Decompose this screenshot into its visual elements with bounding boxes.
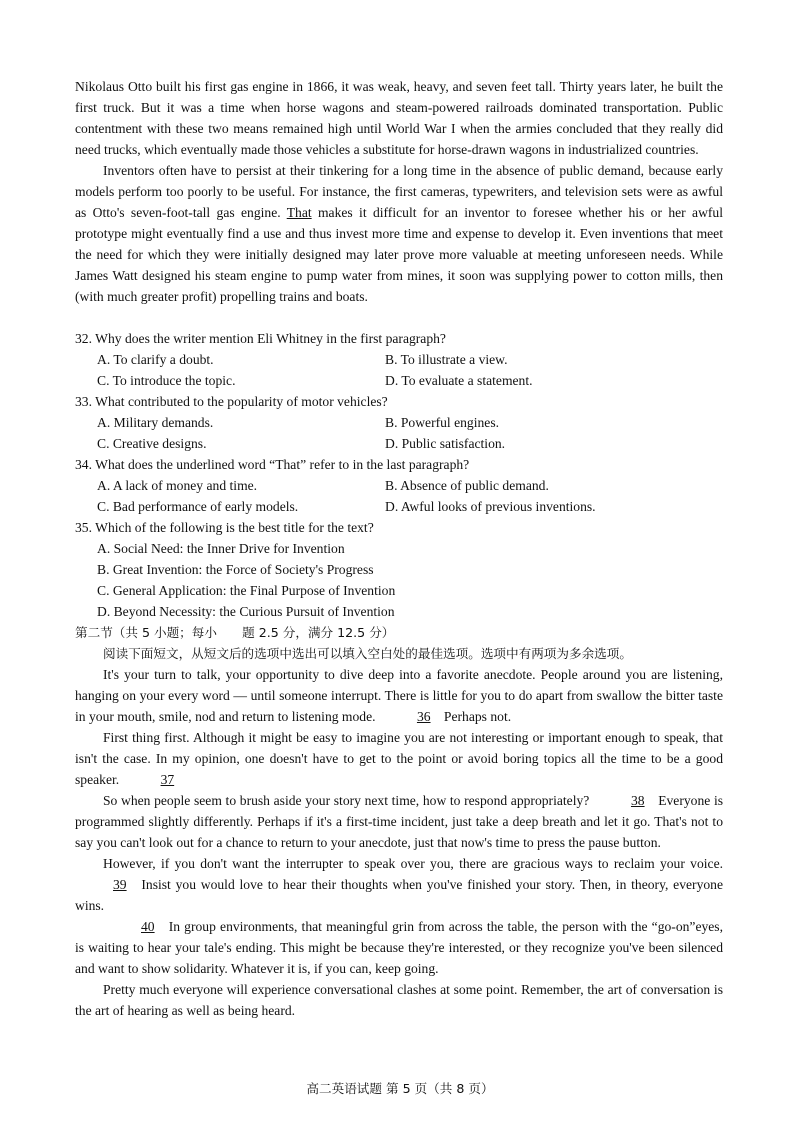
passage-d-paragraph-3: So when people seem to brush aside your story next time, how to respond appropriately? 38 Everyone is programmed slightly differently. Perhaps if it's a first-time incident, just take a deep breath and let it go. That's not to say you can't look out for a chance to return to your anecdote, just that now's time to press the pause button. [75, 790, 723, 853]
question-33-options-row-2 [75, 433, 735, 454]
question-33-option-c: C. Creative designs. [97, 436, 207, 451]
section-2-heading: 第二节（共 5 小题；每小 题 2.5 分，满分 12.5 分） [75, 625, 395, 640]
passage-d-paragraph-5: 40 In group environments, that meaningful grin from across the table, the person with the “go-on”eyes, is waiting to hear your tale's ending. This might be because they're interested, or they recognize you've been silenced and want to show solidarity. Whatever it is, if you can, keep going. [75, 916, 723, 979]
question-35-option-d: D. Beyond Necessity: the Curious Pursuit of Invention [97, 604, 395, 619]
passage-c [75, 76, 723, 307]
question-35-option-a: A. Social Need: the Inner Drive for Invention [97, 541, 345, 556]
section-2-header [75, 622, 735, 664]
question-34-option-b: B. Absence of public demand. [385, 478, 549, 493]
question-33-option-b: B. Powerful engines. [385, 415, 500, 430]
blank-39[interactable]: 39 [113, 877, 127, 892]
question-32-stem: 32. Why does the writer mention Eli Whitney in the first paragraph? [75, 331, 446, 346]
question-35-stem: 35. Which of the following is the best title for the text? [75, 520, 374, 535]
question-34-option-a: A. A lack of money and time. [97, 478, 258, 493]
blank-38[interactable]: 38 [630, 793, 645, 808]
question-35-option-b: B. Great Invention: the Force of Society's Progress [97, 562, 374, 577]
question-34-options-row-1 [75, 475, 735, 496]
question-32-options-row-2 [75, 370, 735, 391]
passage-d-paragraph-2: First thing first. Although it might be easy to imagine you are not interesting or important enough to speak, that isn't the case. In my opinion, one doesn't have to get to the point or avoid boring topics all the time to be a good speaker. 37 [75, 727, 723, 790]
blank-40[interactable]: 40 [141, 919, 155, 934]
question-32-option-b: B. To illustrate a view. [385, 352, 508, 367]
question-33-stem: 33. What contributed to the popularity of motor vehicles? [75, 394, 388, 409]
section-2-instruction: 阅读下面短文，从短文后的选项中选出可以填入空白处的最佳选项。选项中有两项为多余选项。 [103, 646, 632, 661]
page-footer: 高二英语试题 第 5 页（共 8 页） [306, 1081, 494, 1096]
passage-c-paragraph-1: Nikolaus Otto built his first gas engine in 1866, it was weak, heavy, and seven feet tall. Thirty years later, he built the first truck. But it was a time when horse wagons and steam-powered railroads dominated transportation. Public contentment with these two means remained high until World War I when the armies concluded that they really did need trucks, which eventually made those vehicles a substitute for horse-drawn wagons in industrialized countries. [75, 79, 723, 157]
question-32-option-c: C. To introduce the topic. [97, 373, 236, 388]
passage-d-paragraph-1: It's your turn to talk, your opportunity to dive deep into a favorite anecdote. People around you are listening, hanging on your every word — until someone interrupt. There is little for you to do apart from swallow the bitter taste in your mouth, smile, nod and return to listening mode. 36 Perhaps not. [75, 664, 723, 727]
question-33-option-d: D. Public satisfaction. [385, 436, 506, 451]
passage-d [75, 664, 723, 1021]
blank-37[interactable]: 37 [160, 772, 175, 787]
question-33-option-a: A. Military demands. [97, 415, 214, 430]
questions-32-35 [75, 328, 735, 622]
question-32-option-d: D. To evaluate a statement. [385, 373, 533, 388]
question-34-option-c: C. Bad performance of early models. [97, 499, 299, 514]
question-34-stem: 34. What does the underlined word “That” refer to in the last paragraph? [75, 457, 470, 472]
passage-c-paragraph-2: Inventors often have to persist at their tinkering for a long time in the absence of public demand, because early models perform too poorly to be useful. For instance, the first cameras, typewriters, and television sets were as awful as Otto's seven-foot-tall gas engine. That makes it difficult for an inventor to foresee whether his or her awful prototype might eventually find a use and thus invest more time and expense to develop it. Even inventions that meet the need for which they were initially designed may later prove more valuable at meeting unforeseen needs. While James Watt designed his steam engine to pump water from mines, it soon was supplying power to cotton mills, then (with much greater profit) propelling trains and boats. [75, 163, 723, 304]
passage-d-paragraph-6: Pretty much everyone will experience conversational clashes at some point. Remember, the art of conversation is the art of hearing as well as being heard. [75, 982, 723, 1018]
question-33-options-row-1 [75, 412, 735, 433]
passage-d-paragraph-4: However, if you don't want the interrupter to speak over you, there are gracious ways to reclaim your voice. 39 Insist you would love to hear their thoughts when you've finished your story. Then, in theory, everyone wins. [75, 856, 723, 913]
underlined-word-that: That [286, 205, 312, 220]
question-32-option-a: A. To clarify a doubt. [97, 352, 214, 367]
question-35-option-c: C. General Application: the Final Purpose of Invention [97, 583, 396, 598]
blank-36[interactable]: 36 [416, 709, 431, 724]
question-32-options-row-1 [75, 349, 735, 370]
question-34-options-row-2 [75, 496, 735, 517]
question-34-option-d: D. Awful looks of previous inventions. [385, 499, 596, 514]
